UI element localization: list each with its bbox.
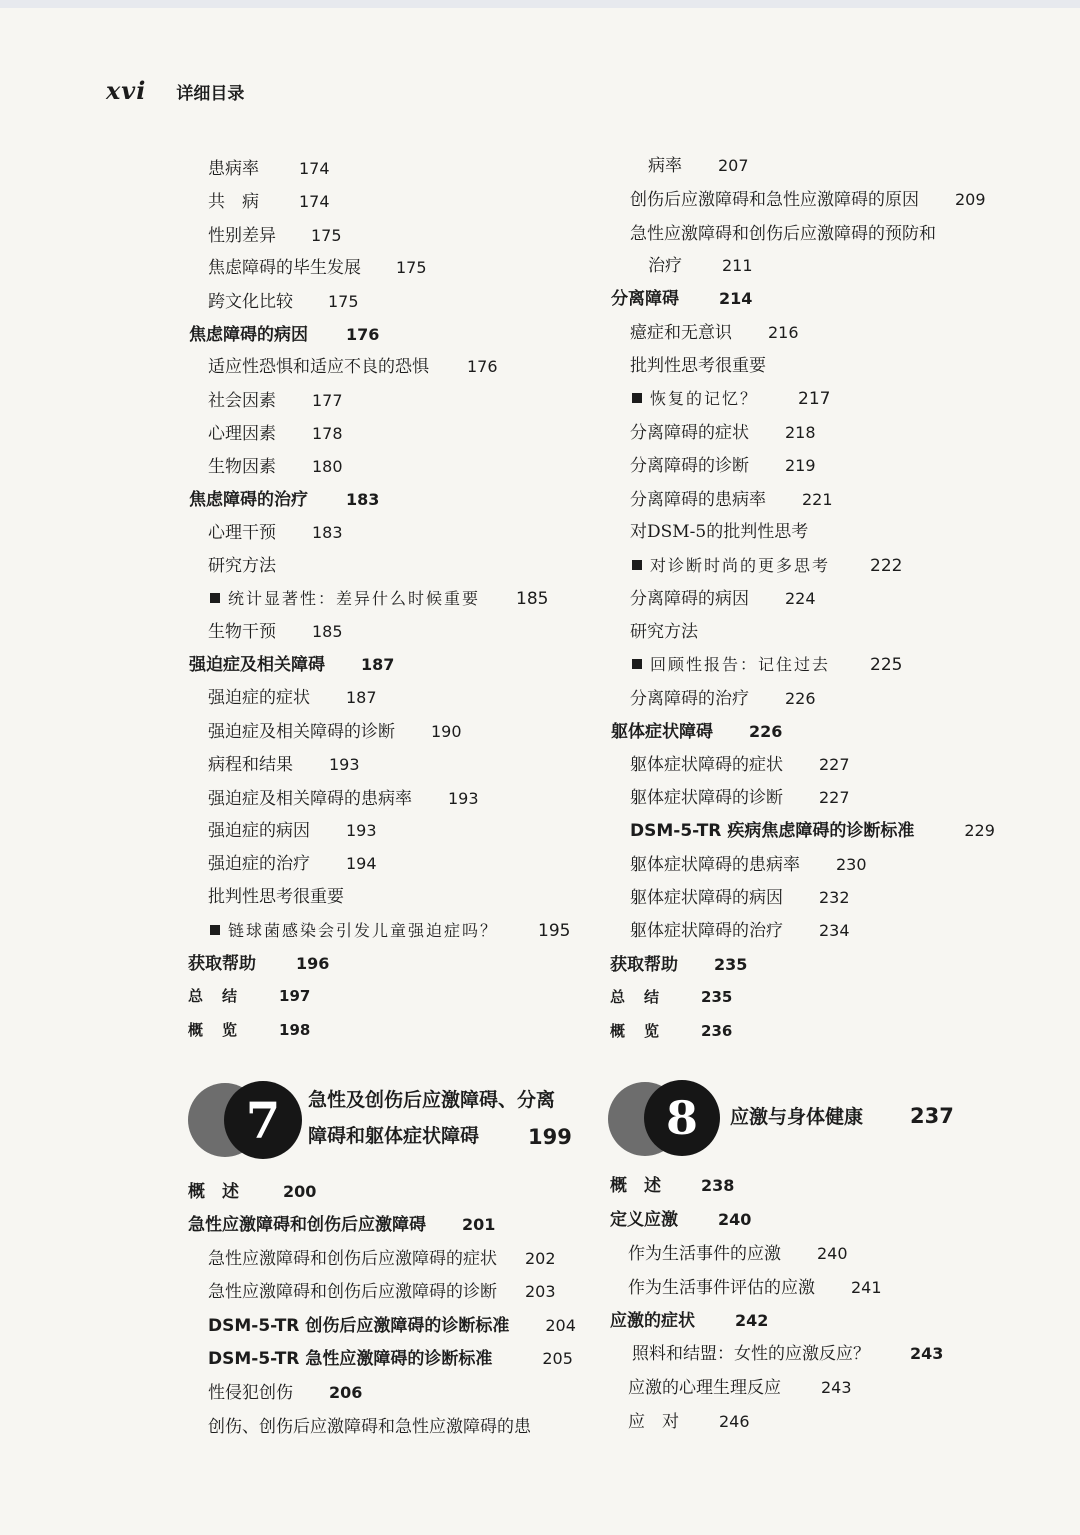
toc-entry xyxy=(630,322,799,344)
toc-entry-title: 强迫症的病因 xyxy=(208,821,310,841)
toc-entry-page: 185 xyxy=(312,622,343,641)
toc-entry-page: 174 xyxy=(299,159,330,178)
toc-entry-title: 分离障碍 xyxy=(611,289,679,309)
chapter-7-title-line1: 急性及创伤后应激障碍、分离 xyxy=(308,1089,556,1111)
toc-entry xyxy=(628,1377,852,1399)
toc-entry-title: 社会因素 xyxy=(208,391,276,411)
toc-entry-title: 作为生活事件评估的应激 xyxy=(628,1278,815,1298)
toc-entry xyxy=(208,1348,573,1370)
toc-entry-page: 194 xyxy=(346,854,377,873)
toc-entry-title: 患病率 xyxy=(208,159,259,179)
chapter-7-page: 199 xyxy=(528,1125,572,1149)
toc-entry-title: 研究方法 xyxy=(630,622,698,642)
toc-entry xyxy=(628,1411,750,1433)
toc-entry xyxy=(611,288,752,310)
toc-entry-page: 243 xyxy=(821,1378,852,1397)
toc-entry xyxy=(630,355,766,377)
toc-entry-page: 235 xyxy=(714,955,748,974)
toc-entry-page: 226 xyxy=(749,722,783,741)
toc-entry xyxy=(208,390,343,412)
toc-entry-page: 175 xyxy=(396,258,427,277)
toc-entry-page: 176 xyxy=(346,325,380,344)
toc-entry-title: 定义应激 xyxy=(610,1210,678,1230)
toc-entry-title: 跨文化比较 xyxy=(208,292,293,312)
toc-entry-page: 221 xyxy=(802,490,833,509)
toc-entry xyxy=(208,1248,556,1270)
toc-entry xyxy=(208,788,479,810)
toc-entry-page: 190 xyxy=(431,722,462,741)
toc-entry-title: 获取帮助 xyxy=(188,954,256,974)
toc-entry-page: 229 xyxy=(964,821,995,840)
toc-entry xyxy=(208,886,344,908)
toc-entry xyxy=(630,754,850,776)
toc-entry-page: 222 xyxy=(870,556,903,576)
toc-entry xyxy=(208,1315,576,1337)
toc-entry xyxy=(188,985,310,1007)
box-marker-icon xyxy=(210,925,220,935)
toc-entry xyxy=(632,388,830,410)
toc-entry-page: 176 xyxy=(467,357,498,376)
toc-entry xyxy=(610,954,747,976)
toc-entry-title: 强迫症及相关障碍的患病率 xyxy=(208,789,412,809)
toc-entry xyxy=(210,920,570,942)
toc-entry xyxy=(630,787,850,809)
toc-entry xyxy=(610,986,732,1008)
chapter-7-number: 7 xyxy=(224,1081,302,1159)
toc-entry xyxy=(630,455,816,477)
box-marker-icon xyxy=(210,593,220,603)
toc-entry-title: 焦虑障碍的毕生发展 xyxy=(208,258,361,278)
toc-entry-title: 概 览 xyxy=(610,1022,662,1040)
toc-entry-page: 206 xyxy=(329,1383,363,1402)
toc-entry-title: 概 览 xyxy=(188,1021,240,1039)
toc-entry-title: 总 结 xyxy=(610,988,662,1006)
toc-entry xyxy=(208,621,343,643)
chapter-8-heading xyxy=(608,1078,968,1158)
toc-entry-title: 共 病 xyxy=(208,192,259,212)
toc-entry xyxy=(188,1214,495,1236)
toc-entry-page: 202 xyxy=(525,1249,556,1268)
chapter-8-title: 应激与身体健康 xyxy=(730,1106,864,1128)
chapter-7-heading xyxy=(188,1081,572,1161)
toc-entry xyxy=(208,158,330,180)
toc-entry xyxy=(210,588,548,610)
toc-entry-page: 203 xyxy=(525,1282,556,1301)
toc-entry xyxy=(628,1243,848,1265)
toc-entry xyxy=(630,521,808,543)
box-marker-icon xyxy=(632,393,642,403)
toc-entry-title: 治疗 xyxy=(648,256,682,276)
toc-entry xyxy=(208,853,377,875)
toc-entry xyxy=(610,1209,751,1231)
toc-entry xyxy=(610,1310,768,1332)
toc-entry xyxy=(208,257,427,279)
toc-entry-title: 获取帮助 xyxy=(610,955,678,975)
toc-entry-title: 躯体症状障碍的症状 xyxy=(630,755,783,775)
page-header xyxy=(106,76,244,106)
toc-entry-page: 226 xyxy=(785,689,816,708)
toc-entry-title: 对诊断时尚的更多思考 xyxy=(650,556,831,575)
toc-entry-title: 性别差异 xyxy=(208,226,276,246)
toc-entry xyxy=(189,654,394,676)
toc-entry-title: 链球菌感染会引发儿童强迫症吗？ xyxy=(228,921,499,940)
toc-entry xyxy=(208,191,330,213)
toc-entry-page: 230 xyxy=(836,855,867,874)
toc-entry-page: 195 xyxy=(538,921,571,941)
toc-entry-page: 243 xyxy=(910,1344,944,1363)
toc-entry-page: 200 xyxy=(283,1182,317,1201)
toc-entry xyxy=(188,953,329,975)
toc-entry-page: 187 xyxy=(346,688,377,707)
toc-entry-title: 批判性思考很重要 xyxy=(630,356,766,376)
toc-entry xyxy=(630,489,833,511)
toc-entry-title: 躯体症状障碍 xyxy=(611,722,713,742)
toc-entry-title: 概 述 xyxy=(610,1176,661,1196)
toc-entry xyxy=(630,854,867,876)
page-folio: xvi xyxy=(106,76,147,105)
toc-entry xyxy=(208,522,343,544)
toc-entry xyxy=(208,1281,556,1303)
toc-entry-page: 175 xyxy=(311,226,342,245)
toc-entry xyxy=(208,687,377,709)
toc-entry-page: 201 xyxy=(462,1215,496,1234)
toc-entry xyxy=(208,555,276,577)
toc-entry xyxy=(632,654,902,676)
toc-entry xyxy=(188,1181,316,1203)
toc-entry xyxy=(611,721,782,743)
toc-entry-title: 躯体症状障碍的诊断 xyxy=(630,788,783,808)
toc-entry xyxy=(630,920,850,942)
toc-entry-title: 性侵犯创伤 xyxy=(208,1383,293,1403)
toc-entry-title: 适应性恐惧和适应不良的恐惧 xyxy=(208,357,429,377)
toc-entry xyxy=(208,721,462,743)
box-marker-icon xyxy=(632,560,642,570)
toc-entry-title: 应激的症状 xyxy=(610,1311,695,1331)
toc-entry-title: 对DSM-5的批判性思考 xyxy=(630,522,809,542)
toc-entry-page: 196 xyxy=(296,954,330,973)
toc-entry-page: 235 xyxy=(701,988,733,1006)
toc-entry xyxy=(630,688,816,710)
toc-entry-page: 240 xyxy=(817,1244,848,1263)
toc-entry-title: 急性应激障碍和创伤后应激障碍的预防和 xyxy=(630,224,936,244)
toc-entry-page: 232 xyxy=(819,888,850,907)
toc-entry xyxy=(189,324,379,346)
toc-entry xyxy=(630,223,936,245)
toc-entry-title: 生物干预 xyxy=(208,622,276,642)
chapter-7-title-line2: 障碍和躯体症状障碍 xyxy=(308,1125,480,1147)
toc-entry-page: 216 xyxy=(768,323,799,342)
toc-entry-title: 焦虑障碍的病因 xyxy=(189,325,308,345)
toc-entry-title: 创伤、创伤后应激障碍和急性应激障碍的患 xyxy=(208,1417,531,1437)
toc-entry-title: 研究方法 xyxy=(208,556,276,576)
chapter-8-page: 237 xyxy=(910,1104,954,1128)
toc-entry xyxy=(630,422,816,444)
scan-top-band xyxy=(0,0,1080,8)
toc-entry-page: 238 xyxy=(701,1176,735,1195)
toc-entry-title: 分离障碍的诊断 xyxy=(630,456,749,476)
toc-entry-title: 焦虑障碍的治疗 xyxy=(189,490,308,510)
toc-entry xyxy=(630,820,995,842)
toc-entry-page: 219 xyxy=(785,456,816,475)
toc-entry xyxy=(630,887,850,909)
toc-entry-page: 205 xyxy=(542,1349,573,1368)
toc-entry xyxy=(610,1175,734,1197)
toc-entry-title: 躯体症状障碍的治疗 xyxy=(630,921,783,941)
toc-entry-page: 241 xyxy=(851,1278,882,1297)
box-marker-icon xyxy=(632,659,642,669)
toc-entry-title: 癔症和无意识 xyxy=(630,323,732,343)
toc-entry-title: DSM-5-TR 急性应激障碍的诊断标准 xyxy=(208,1349,493,1369)
toc-entry-page: 246 xyxy=(719,1412,750,1431)
toc-entry xyxy=(208,291,359,313)
toc-entry-title: 急性应激障碍和创伤后应激障碍 xyxy=(188,1215,426,1235)
toc-entry xyxy=(632,555,902,577)
toc-entry-page: 218 xyxy=(785,423,816,442)
toc-entry-title: 应激的心理生理反应 xyxy=(628,1378,781,1398)
toc-entry-title: 病程和结果 xyxy=(208,755,293,775)
toc-entry xyxy=(208,1416,531,1438)
toc-entry xyxy=(630,621,698,643)
toc-entry-title: 生物因素 xyxy=(208,457,276,477)
toc-entry xyxy=(208,1382,362,1404)
toc-entry-page: 225 xyxy=(870,655,903,675)
toc-entry-page: 224 xyxy=(785,589,816,608)
toc-entry-title: 急性应激障碍和创伤后应激障碍的诊断 xyxy=(208,1282,497,1302)
toc-entry-page: 211 xyxy=(722,256,753,275)
toc-entry xyxy=(189,489,379,511)
toc-entry-page: 177 xyxy=(312,391,343,410)
toc-entry xyxy=(188,1019,310,1041)
toc-entry-title: 回顾性报告：记住过去 xyxy=(650,655,831,674)
toc-entry-page: 227 xyxy=(819,755,850,774)
toc-entry-title: DSM-5-TR 疾病焦虑障碍的诊断标准 xyxy=(630,821,915,841)
toc-entry-page: 236 xyxy=(701,1022,733,1040)
toc-entry-page: 193 xyxy=(346,821,377,840)
toc-entry-page: 198 xyxy=(279,1021,311,1039)
toc-entry-title: 恢复的记忆？ xyxy=(650,389,759,408)
toc-entry-page: 240 xyxy=(718,1210,752,1229)
toc-entry-page: 193 xyxy=(329,755,360,774)
toc-entry-title: 躯体症状障碍的病因 xyxy=(630,888,783,908)
toc-entry-title: 总 结 xyxy=(188,987,240,1005)
toc-entry-title: 心理干预 xyxy=(208,523,276,543)
toc-entry-title: 照料和结盟：女性的应激反应？ xyxy=(632,1344,870,1364)
toc-entry-title: 应 对 xyxy=(628,1412,679,1432)
toc-entry-title: 心理因素 xyxy=(208,424,276,444)
toc-entry-title: 批判性思考很重要 xyxy=(208,887,344,907)
toc-entry-page: 180 xyxy=(312,457,343,476)
toc-entry-page: 178 xyxy=(312,424,343,443)
toc-entry xyxy=(648,155,749,177)
toc-entry xyxy=(208,423,343,445)
toc-entry-page: 197 xyxy=(279,987,311,1005)
toc-entry-title: 急性应激障碍和创伤后应激障碍的症状 xyxy=(208,1249,497,1269)
toc-entry-page: 227 xyxy=(819,788,850,807)
toc-entry-page: 185 xyxy=(516,589,549,609)
toc-entry-title: 强迫症及相关障碍的诊断 xyxy=(208,722,395,742)
toc-entry xyxy=(610,1020,732,1042)
toc-entry-page: 217 xyxy=(798,389,831,409)
toc-entry-page: 183 xyxy=(312,523,343,542)
toc-entry-title: 分离障碍的病因 xyxy=(630,589,749,609)
toc-entry-title: 统计显著性：差异什么时候重要 xyxy=(228,589,481,608)
toc-entry-page: 175 xyxy=(328,292,359,311)
toc-entry xyxy=(630,588,816,610)
toc-entry-title: 分离障碍的治疗 xyxy=(630,689,749,709)
toc-entry-page: 204 xyxy=(545,1316,576,1335)
toc-entry xyxy=(208,820,377,842)
toc-entry xyxy=(630,189,986,211)
toc-entry-page: 207 xyxy=(718,156,749,175)
toc-entry xyxy=(632,1343,943,1365)
toc-entry xyxy=(208,456,343,478)
toc-entry-page: 234 xyxy=(819,921,850,940)
toc-entry-page: 193 xyxy=(448,789,479,808)
toc-entry-page: 174 xyxy=(299,192,330,211)
toc-entry-page: 187 xyxy=(361,655,395,674)
toc-entry-title: 强迫症及相关障碍 xyxy=(189,655,325,675)
toc-entry-title: 作为生活事件的应激 xyxy=(628,1244,781,1264)
toc-entry-title: 分离障碍的症状 xyxy=(630,423,749,443)
toc-entry xyxy=(208,754,360,776)
toc-entry-title: 躯体症状障碍的患病率 xyxy=(630,855,800,875)
toc-entry xyxy=(648,255,753,277)
chapter-8-number: 8 xyxy=(644,1080,720,1156)
toc-entry-title: 创伤后应激障碍和急性应激障碍的原因 xyxy=(630,190,919,210)
toc-entry-page: 242 xyxy=(735,1311,769,1330)
toc-entry-page: 214 xyxy=(719,289,753,308)
toc-entry-title: 分离障碍的患病率 xyxy=(630,490,766,510)
toc-entry-title: 病率 xyxy=(648,156,682,176)
toc-entry-page: 183 xyxy=(346,490,380,509)
toc-entry-title: DSM-5-TR 创伤后应激障碍的诊断标准 xyxy=(208,1316,510,1336)
toc-entry-title: 强迫症的治疗 xyxy=(208,854,310,874)
toc-entry-title: 强迫症的症状 xyxy=(208,688,310,708)
toc-entry-title: 概 述 xyxy=(188,1182,239,1202)
toc-entry-page: 209 xyxy=(955,190,986,209)
toc-entry xyxy=(208,356,498,378)
toc-entry xyxy=(628,1277,882,1299)
toc-entry xyxy=(208,225,342,247)
running-title: 详细目录 xyxy=(176,84,245,104)
